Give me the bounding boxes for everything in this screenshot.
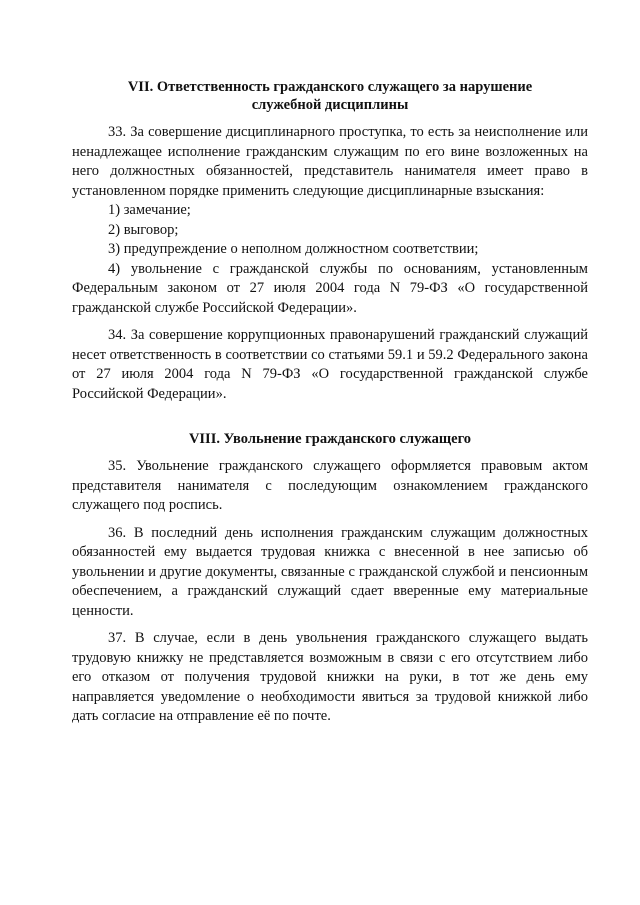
section-7-title [72, 78, 588, 114]
section-7-title-line2: служебной дисциплины [251, 97, 409, 113]
list-item-4: 4) увольнение с гражданской службы по основаниям, установленным Федеральным законом от 27 июля 2004 года N 79-ФЗ «О государственной гражданской службе Российской Федерации». [72, 260, 588, 316]
paragraph-33: 33. За совершение дисциплинарного проступка, то есть за неисполнение или ненадлежащее исполнение гражданским служащим по его вине возложенных на него должностных обязанностей, представитель нанимателя имеет право в установленном порядке применить следующие дисциплинарные взыскания: [72, 124, 588, 199]
paragraph-35: 35. Увольнение гражданского служащего оформляется правовым актом представителя нанимателя с последующим ознакомлением гражданского служащего под роспись. [72, 458, 588, 513]
paragraph-34: 34. За совершение коррупционных правонарушений гражданский служащий несет ответственность в соответствии со статьями 59.1 и 59.2 Федерального закона от 27 июля 2004 года N 79-ФЗ «О государственной гражданской службе Российской Федерации». [72, 327, 588, 402]
list-item-2: 2) выговор; [108, 221, 179, 238]
paragraph-37: 37. В случае, если в день увольнения гражданского служащего выдать трудовую книжку не представляется возможным в связи с его отсутствием либо его отказом от получения трудовой книжки на руки, в тот же день ему направляется уведомление о необходимости явиться за трудовой книжкой либо дать согласие на отправление её по почте. [72, 630, 588, 724]
section-7-body [72, 123, 588, 404]
section-7-heading [72, 78, 588, 114]
section-8-body [72, 457, 588, 727]
paragraph-36: 36. В последний день исполнения гражданским служащим должностных обязанностей ему выдается трудовая книжка с внесенной в нее записью об увольнении и другие документы, связанные с гражданской службой и пенсионным обеспечением, а гражданский служащий сдает вверенные ему материальные ценности. [72, 524, 588, 619]
list-item-1: 1) замечание; [108, 202, 191, 218]
section-8-title: VIII. Увольнение гражданского служащего [188, 431, 472, 447]
list-item-3: 3) предупреждение о неполном должностном соответствии; [108, 241, 479, 257]
section-8-heading [72, 430, 588, 448]
section-7-title-line1: VII. Ответственность гражданского служащего за нарушение [127, 79, 533, 95]
